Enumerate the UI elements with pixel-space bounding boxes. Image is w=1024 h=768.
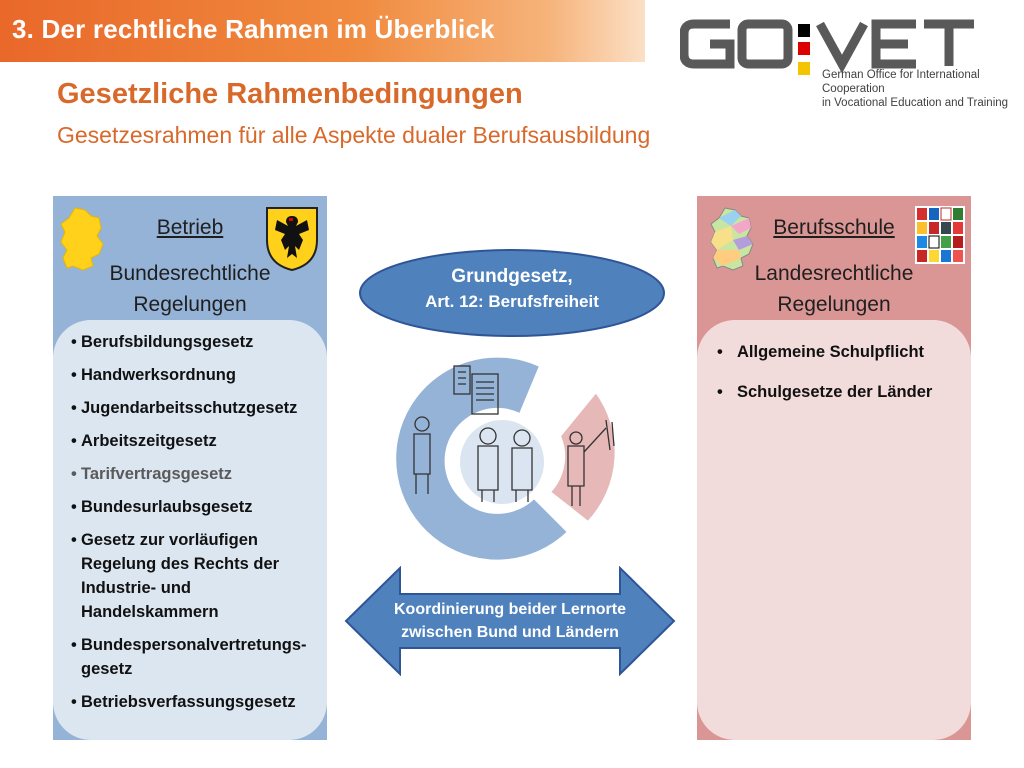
federal-regulations-line-1: Bundesrechtliche <box>109 262 271 285</box>
law-item: • Bundespersonalvertretungs-gesetz <box>71 633 321 681</box>
govet-wordmark-icon <box>680 14 980 76</box>
section-title: 3. Der rechtliche Rahmen im Überblick <box>12 14 495 44</box>
govet-tagline <box>822 68 1020 110</box>
basic-law-title: Grundgesetz, <box>451 266 573 287</box>
tagline-line-1: German Office for International Cooperation <box>822 69 980 95</box>
law-item: • Tarifvertragsgesetz <box>71 462 321 486</box>
education-cycle-illustration <box>392 352 632 562</box>
coordination-label <box>384 598 636 644</box>
company-title: Betrieb <box>156 216 224 239</box>
law-item: • Berufsbildungsgesetz <box>71 330 321 354</box>
law-item: • Bundesurlaubsgesetz <box>71 495 321 519</box>
state-law-item: • Allgemeine Schulpflicht <box>715 340 965 364</box>
law-item: • Gesetz zur vorläufigen Regelung des Rechts der Industrie- und Handelskammern <box>71 528 321 624</box>
govet-logo <box>680 14 1020 109</box>
section-header-bar <box>0 0 645 62</box>
page-subtitle: Gesetzesrahmen für alle Aspekte dualer Berufsausbildung <box>57 122 651 148</box>
law-item: • Betriebsverfassungsgesetz <box>71 690 321 714</box>
coordination-line-1: Koordinierung beider Lernorte <box>393 601 626 618</box>
law-item: • Jugendarbeitsschutzgesetz <box>71 396 321 420</box>
basic-law-article: Art. 12: Berufsfreiheit <box>425 292 599 311</box>
federal-laws-box <box>53 320 327 740</box>
state-regulations-heading <box>697 258 971 320</box>
federal-laws-list <box>71 330 321 723</box>
vocational-school-panel <box>697 196 971 740</box>
law-item: • Handwerksordnung <box>71 363 321 387</box>
state-laws-box <box>697 320 971 740</box>
coordination-line-2: zwischen Bund und Ländern <box>401 624 619 641</box>
federal-regulations-heading <box>53 258 327 320</box>
state-laws-list <box>715 340 965 420</box>
page-title: Gesetzliche Rahmenbedingungen <box>57 78 523 110</box>
basic-law-label <box>358 264 666 314</box>
state-regulations-line-1: Landesrechtliche <box>754 262 914 285</box>
federal-regulations-line-2: Regelungen <box>133 293 247 316</box>
vocational-school-title: Berufsschule <box>773 216 895 239</box>
state-regulations-line-2: Regelungen <box>777 293 891 316</box>
state-law-item: • Schulgesetze der Länder <box>715 380 965 404</box>
tagline-line-2: in Vocational Education and Training <box>822 97 1009 109</box>
law-item: • Arbeitszeitgesetz <box>71 429 321 453</box>
company-panel <box>53 196 327 740</box>
